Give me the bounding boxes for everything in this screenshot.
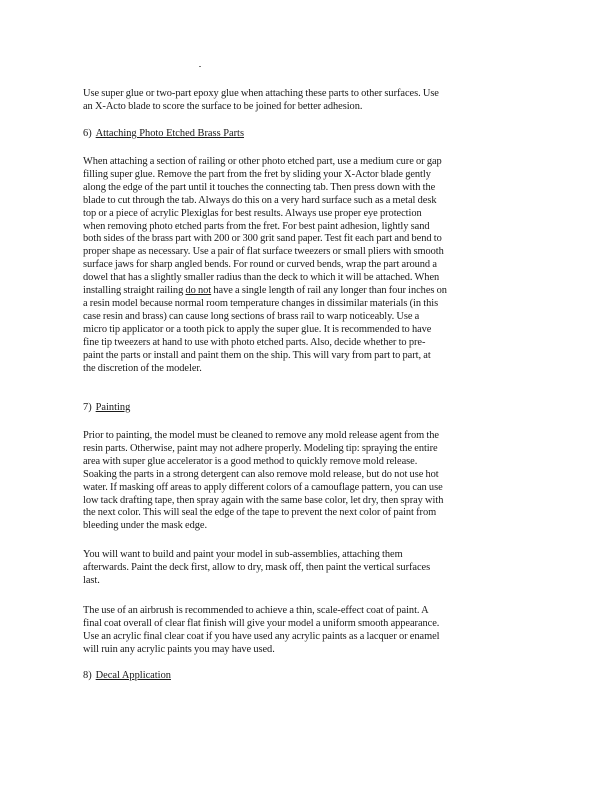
text-line: When attaching a section of railing or other photo etched part, use a medium cure or gap [83, 156, 442, 167]
text-line: both sides of the brass part with 200 or 300 grit sand paper. Test fit each part and bend to [83, 233, 442, 245]
section-6-paragraph [83, 156, 501, 375]
section-7-paragraph-2 [83, 549, 501, 588]
section-6-heading [83, 128, 244, 141]
scan-speck [199, 66, 201, 67]
text-line: proper shape as necessary. Use a pair of flat surface tweezers or small pliers with smooth [83, 246, 444, 258]
text-line: the next color. This will seal the edge of the tape to prevent the next color of paint from [83, 507, 437, 519]
text-line: Use an acrylic final clear coat if you have used any acrylic paints as a lacquer or enamel [83, 630, 440, 642]
text-line: when removing photo etched parts from the fret. For best paint adhesion, lightly sand [83, 220, 430, 232]
intro-paragraph [83, 88, 501, 114]
section-title: Attaching Photo Etched Brass Parts [95, 128, 244, 139]
text-line: top or a piece of acrylic Plexiglas for best results. Always use proper eye protection [83, 207, 422, 219]
section-number: 6) [83, 128, 92, 139]
text-line: micro tip applicator or a tooth pick to apply the super glue. It is recommended to have [83, 323, 432, 335]
section-title: Painting [95, 402, 131, 413]
text-line: area with super glue accelerator is a good method to quickly remove mold release. [83, 455, 418, 467]
text-line: final coat overall of clear flat finish will give your model a uniform smooth appearance. [83, 617, 440, 629]
text-segment: have a single length of rail any longer than four inches on [211, 285, 447, 297]
text-line: water. If masking off areas to apply different colors of a camouflage pattern, you can use [83, 481, 443, 493]
text-line: paint the parts or install and paint them on the ship. This will vary from part to part, at [83, 349, 431, 361]
text-line: Soaking the parts in a strong detergent can also remove mold release, but do not use hot [83, 468, 439, 480]
text-line: You will want to build and paint your model in sub-assemblies, attaching them [83, 549, 403, 560]
text-line: the discretion of the modeler. [83, 362, 202, 374]
text-line: will ruin any acrylic paints you may have used. [83, 643, 275, 655]
section-7-paragraph-1 [83, 430, 501, 533]
text-line: dowel that has a slightly smaller radius than the deck to which it will be attached. When [83, 272, 440, 284]
text-line: along the edge of the part until it touches the connecting tab. Then press down with the [83, 181, 436, 193]
emphasis-do-not: do not [185, 285, 212, 297]
text-segment: installing straight railing [83, 285, 186, 297]
text-line: fine tip tweezers at hand to use with photo etched parts. Also, decide whether to pre- [83, 336, 426, 348]
text-line: an X-Acto blade to score the surface to be joined for better adhesion. [83, 100, 363, 112]
text-line: Prior to painting, the model must be cleaned to remove any mold release agent from the [83, 430, 439, 441]
text-line: Use super glue or two-part epoxy glue when attaching these parts to other surfaces. Use [83, 88, 439, 99]
text-line: surface jaws for sharp angled bends. For round or curved bends, wrap the part around a [83, 259, 437, 271]
text-line: filling super glue. Remove the part from the fret by sliding your X-Actor blade gently [83, 168, 431, 180]
text-line: case resin and brass) can cause long sections of brass rail to warp noticeably. Use a [83, 310, 420, 322]
text-line: The use of an airbrush is recommended to achieve a thin, scale-effect coat of paint. A [83, 605, 429, 616]
text-line: a resin model because normal room temperature changes in dissimilar materials (in this [83, 297, 439, 309]
text-line: last. [83, 574, 100, 586]
text-line [83, 285, 501, 298]
section-number: 8) [83, 670, 92, 681]
text-line: afterwards. Paint the deck first, allow to dry, mask off, then paint the vertical surfaces [83, 561, 431, 573]
text-line: resin parts. Otherwise, paint may not adhere properly. Modeling tip: spraying the entire [83, 442, 438, 454]
section-7-paragraph-3 [83, 605, 501, 657]
section-number: 7) [83, 402, 92, 413]
text-line: blade to cut through the tab. Always do this on a very hard surface such as a metal desk [83, 194, 437, 206]
section-title: Decal Application [95, 670, 171, 681]
section-8-heading [83, 670, 171, 683]
text-line: low tack drafting tape, then spray again with the same base color, let dry, then spray with [83, 494, 444, 506]
section-7-heading [83, 402, 130, 415]
text-line: bleeding under the mask edge. [83, 520, 208, 532]
